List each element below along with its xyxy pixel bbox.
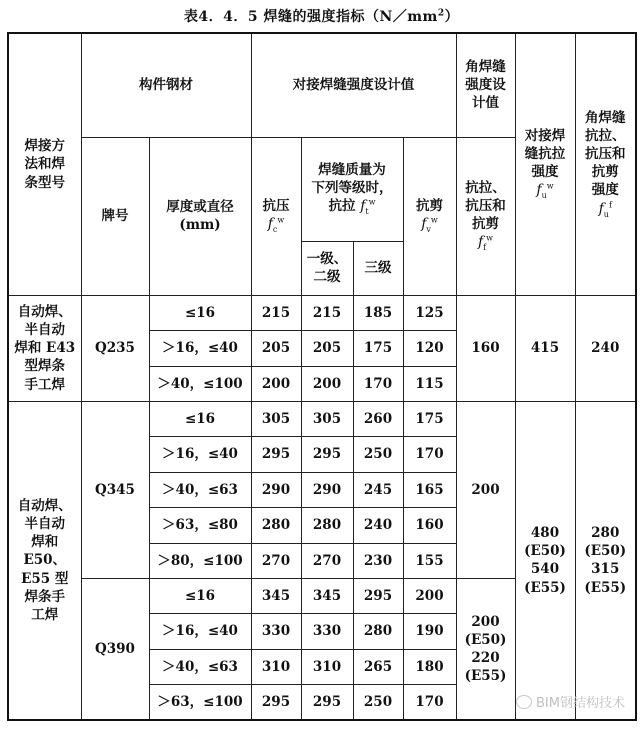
thickness-cell-text: ＞40，≤100 bbox=[157, 375, 243, 392]
shear-cell bbox=[403, 295, 456, 330]
tension-level12-cell-text: 305 bbox=[312, 411, 342, 428]
compress-cell bbox=[251, 685, 301, 720]
method-cell bbox=[8, 295, 81, 401]
compress-cell-text: 345 bbox=[261, 587, 291, 604]
header-method-text: 焊接方 法和焊 条型号 bbox=[24, 138, 65, 191]
tension-level3-cell-text: 250 bbox=[363, 446, 393, 463]
method-cell-text: 自动焊、 半自动 焊和 E50、 E55 型 焊条手 工焊 bbox=[17, 497, 72, 624]
compress-cell-text: 305 bbox=[261, 411, 291, 428]
shear-cell-text: 160 bbox=[415, 517, 444, 534]
thickness-cell-text: ＞16，≤40 bbox=[162, 623, 238, 640]
header-compress-symbol: $f_c^w$ bbox=[267, 215, 285, 234]
weld-strength-table bbox=[7, 32, 637, 721]
compress-cell bbox=[251, 401, 301, 436]
tension-level3-cell bbox=[353, 578, 403, 613]
tension-level3-cell-text: 245 bbox=[363, 481, 393, 498]
header-quality bbox=[301, 137, 403, 241]
shear-cell-text: 120 bbox=[415, 340, 444, 357]
compress-cell bbox=[251, 295, 301, 330]
tension-level12-cell bbox=[301, 401, 353, 436]
header-level3 bbox=[353, 241, 403, 295]
tension-level3-cell bbox=[353, 685, 403, 720]
header-fillet-strength-text: 角焊缝 抗拉、 抗压和 抗剪 强度 bbox=[585, 109, 626, 199]
header-thickness bbox=[149, 137, 251, 295]
tension-level12-cell bbox=[301, 331, 353, 366]
tension-level12-cell-text: 345 bbox=[312, 587, 342, 604]
header-shear-text: 抗剪 bbox=[416, 197, 443, 214]
shear-cell-text: 125 bbox=[415, 304, 444, 321]
thickness-cell bbox=[149, 685, 251, 720]
header-butt-tensile-symbol: $f_u^w$ bbox=[536, 181, 554, 201]
table-body bbox=[8, 33, 636, 720]
fillet-strength-cell bbox=[575, 401, 636, 720]
grade-cell-text: Q235 bbox=[95, 340, 135, 357]
tension-level12-cell bbox=[301, 543, 353, 578]
compress-cell-text: 270 bbox=[261, 552, 291, 569]
thickness-cell-text: ≤16 bbox=[184, 411, 216, 428]
thickness-cell bbox=[149, 401, 251, 436]
shear-cell-text: 155 bbox=[415, 552, 444, 569]
watermark: BIM钢结构技术 bbox=[516, 692, 625, 711]
fillet-design-cell-text: 200 bbox=[471, 481, 500, 498]
header-butt-design bbox=[251, 33, 456, 137]
tension-level12-cell bbox=[301, 437, 353, 472]
header-quality-symbol: $f_t^w$ bbox=[360, 197, 376, 216]
table-row bbox=[8, 401, 636, 436]
compress-cell-text: 215 bbox=[261, 304, 291, 321]
shear-cell bbox=[403, 437, 456, 472]
shear-cell-text: 190 bbox=[415, 623, 444, 640]
tension-level12-cell bbox=[301, 366, 353, 401]
tension-level3-cell-text: 295 bbox=[363, 587, 393, 604]
header-compress-text: 抗压 bbox=[262, 197, 290, 214]
fillet-design-cell bbox=[456, 295, 515, 401]
tension-level12-cell-text: 200 bbox=[312, 375, 342, 392]
tension-level3-cell-text: 240 bbox=[363, 517, 393, 534]
tension-level3-cell bbox=[353, 437, 403, 472]
shear-cell bbox=[403, 685, 456, 720]
compress-cell-text: 205 bbox=[261, 340, 291, 357]
thickness-cell bbox=[149, 614, 251, 649]
wechat-icon bbox=[516, 695, 532, 709]
shear-cell-text: 115 bbox=[415, 375, 444, 392]
fillet-strength-cell-text: 280 (E50) 315 (E55) bbox=[584, 525, 627, 596]
grade-cell-text: Q390 bbox=[95, 640, 135, 657]
header-fillet-strength-symbol: $f_u^f$ bbox=[598, 199, 612, 219]
tension-level3-cell bbox=[353, 366, 403, 401]
tension-level3-cell-text: 230 bbox=[363, 552, 393, 569]
header-grade bbox=[81, 137, 149, 295]
header-fillet-all-symbol: $f_f^w$ bbox=[477, 233, 493, 252]
shear-cell bbox=[403, 543, 456, 578]
header-butt-tensile-text: 对接焊 缝抗拉 强度 bbox=[524, 127, 566, 181]
tension-level12-cell-text: 330 bbox=[312, 623, 342, 640]
compress-cell-text: 310 bbox=[261, 658, 291, 675]
tension-level12-cell bbox=[301, 685, 353, 720]
shear-cell bbox=[403, 508, 456, 543]
header-butt-design-text: 对接焊缝强度设计值 bbox=[292, 77, 415, 94]
compress-cell-text: 280 bbox=[261, 517, 291, 534]
butt-tensile-cell bbox=[515, 295, 575, 401]
compress-cell bbox=[251, 366, 301, 401]
tension-level12-cell-text: 270 bbox=[312, 552, 342, 569]
grade-cell-text: Q345 bbox=[95, 481, 135, 498]
compress-cell bbox=[251, 543, 301, 578]
tension-level3-cell-text: 170 bbox=[363, 375, 393, 392]
compress-cell bbox=[251, 508, 301, 543]
shear-cell-text: 165 bbox=[415, 481, 444, 498]
thickness-cell bbox=[149, 331, 251, 366]
thickness-cell bbox=[149, 437, 251, 472]
compress-cell bbox=[251, 614, 301, 649]
thickness-cell bbox=[149, 366, 251, 401]
tension-level12-cell-text: 295 bbox=[312, 693, 342, 710]
tension-level3-cell bbox=[353, 614, 403, 649]
tension-level3-cell bbox=[353, 472, 403, 507]
header-fillet-design-text: 角焊缝 强度设 计值 bbox=[465, 58, 506, 112]
header-fillet-all bbox=[456, 137, 515, 295]
compress-cell bbox=[251, 437, 301, 472]
header-shear bbox=[403, 137, 456, 295]
butt-tensile-cell bbox=[515, 401, 575, 720]
method-cell-text: 自动焊、 半自动 焊和 E43 型焊条 手工焊 bbox=[14, 303, 76, 393]
thickness-cell-text: ≤16 bbox=[184, 304, 216, 321]
compress-cell bbox=[251, 331, 301, 366]
tension-level12-cell-text: 295 bbox=[312, 446, 342, 463]
tension-level12-cell bbox=[301, 649, 353, 684]
header-level12-text: 一级、 二级 bbox=[306, 251, 348, 286]
header-fillet-all-text: 抗拉、 抗压和 抗剪 bbox=[465, 179, 506, 232]
compress-cell-text: 295 bbox=[261, 693, 291, 710]
header-member-steel bbox=[81, 33, 251, 137]
compress-cell-text: 290 bbox=[261, 481, 291, 498]
grade-cell bbox=[81, 295, 149, 401]
thickness-cell-text: ＞80，≤100 bbox=[157, 552, 243, 569]
shear-cell bbox=[403, 578, 456, 613]
tension-level3-cell bbox=[353, 508, 403, 543]
method-cell bbox=[8, 401, 81, 720]
fillet-design-cell-text: 200 (E50) 220 (E55) bbox=[464, 613, 507, 685]
fillet-strength-cell-text: 240 bbox=[591, 340, 620, 357]
header-thickness-text: 厚度或直径 (mm) bbox=[166, 198, 234, 234]
tension-level12-cell bbox=[301, 295, 353, 330]
tension-level12-cell-text: 205 bbox=[312, 340, 342, 357]
table-row bbox=[8, 295, 636, 330]
tension-level3-cell-text: 175 bbox=[363, 340, 393, 357]
tension-level3-cell-text: 265 bbox=[363, 658, 393, 675]
thickness-cell bbox=[149, 508, 251, 543]
thickness-cell-text: ＞63，≤80 bbox=[162, 517, 238, 534]
tension-level12-cell bbox=[301, 578, 353, 613]
butt-tensile-cell-text: 415 bbox=[530, 340, 560, 357]
shear-cell-text: 170 bbox=[415, 446, 444, 463]
tension-level3-cell bbox=[353, 649, 403, 684]
tension-level12-cell bbox=[301, 614, 353, 649]
thickness-cell-text: ＞40，≤63 bbox=[162, 481, 238, 498]
shear-cell bbox=[403, 401, 456, 436]
header-compress bbox=[251, 137, 301, 295]
header-member-steel-text: 构件钢材 bbox=[139, 77, 193, 94]
tension-level3-cell bbox=[353, 295, 403, 330]
compress-cell-text: 295 bbox=[261, 446, 291, 463]
shear-cell-text: 200 bbox=[415, 587, 444, 604]
header-grade-text: 牌号 bbox=[101, 208, 129, 225]
header-level12 bbox=[301, 241, 353, 295]
header-quality-text: 焊缝质量为 下列等级时， 抗拉 bbox=[311, 161, 393, 215]
compress-cell bbox=[251, 472, 301, 507]
tension-level3-cell bbox=[353, 543, 403, 578]
compress-cell-text: 200 bbox=[261, 375, 291, 392]
header-butt-tensile bbox=[515, 33, 575, 295]
tension-level3-cell bbox=[353, 401, 403, 436]
header-method bbox=[8, 33, 81, 295]
thickness-cell bbox=[149, 543, 251, 578]
fillet-design-cell bbox=[456, 401, 515, 578]
shear-cell-text: 180 bbox=[415, 658, 444, 675]
shear-cell bbox=[403, 649, 456, 684]
tension-level12-cell-text: 215 bbox=[312, 304, 342, 321]
header-shear-symbol: $f_v^w$ bbox=[421, 215, 438, 234]
thickness-cell bbox=[149, 649, 251, 684]
tension-level12-cell-text: 290 bbox=[312, 481, 342, 498]
compress-cell-text: 330 bbox=[261, 623, 291, 640]
tension-level3-cell-text: 250 bbox=[363, 693, 393, 710]
thickness-cell-text: ＞63，≤100 bbox=[157, 693, 243, 710]
compress-cell bbox=[251, 649, 301, 684]
thickness-cell bbox=[149, 295, 251, 330]
fillet-strength-cell bbox=[575, 295, 636, 401]
shear-cell-text: 175 bbox=[415, 411, 444, 428]
shear-cell bbox=[403, 366, 456, 401]
header-fillet-strength bbox=[575, 33, 636, 295]
compress-cell bbox=[251, 578, 301, 613]
thickness-cell-text: ≤16 bbox=[184, 587, 216, 604]
tension-level12-cell-text: 310 bbox=[312, 658, 342, 675]
butt-tensile-cell-text: 480 (E50) 540 (E55) bbox=[524, 525, 566, 596]
tension-level3-cell-text: 280 bbox=[363, 623, 393, 640]
thickness-cell-text: ＞16，≤40 bbox=[162, 446, 238, 463]
tension-level3-cell-text: 260 bbox=[363, 411, 393, 428]
thickness-cell-text: ＞16，≤40 bbox=[162, 340, 238, 357]
fillet-design-cell bbox=[456, 578, 515, 720]
tension-level12-cell-text: 280 bbox=[312, 517, 342, 534]
header-level3-text: 三级 bbox=[364, 260, 392, 277]
tension-level12-cell bbox=[301, 472, 353, 507]
header-fillet-design bbox=[456, 33, 515, 137]
shear-cell bbox=[403, 472, 456, 507]
table-title: 表4．4．5 焊缝的强度指标$(N/mm^2)$ bbox=[183, 8, 460, 25]
thickness-cell bbox=[149, 578, 251, 613]
tension-level3-cell-text: 185 bbox=[363, 304, 393, 321]
shear-cell bbox=[403, 614, 456, 649]
fillet-design-cell-text: 160 bbox=[471, 340, 500, 357]
shear-cell-text: 170 bbox=[415, 693, 444, 710]
thickness-cell bbox=[149, 472, 251, 507]
shear-cell bbox=[403, 331, 456, 366]
thickness-cell-text: ＞40，≤63 bbox=[162, 658, 238, 675]
grade-cell bbox=[81, 401, 149, 578]
tension-level12-cell bbox=[301, 508, 353, 543]
grade-cell bbox=[81, 578, 149, 720]
tension-level3-cell bbox=[353, 331, 403, 366]
